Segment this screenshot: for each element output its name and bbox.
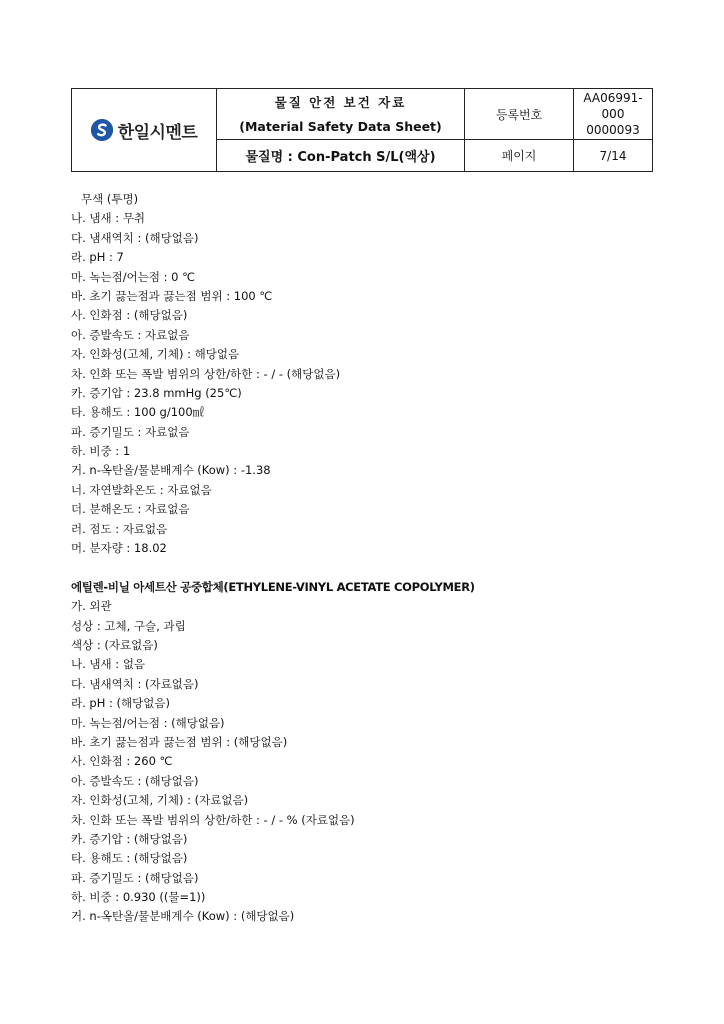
property-line: 하. 비중 : 1 xyxy=(71,444,131,459)
property-line: 카. 증기압 : (해당없음) xyxy=(71,831,188,846)
property-line: 색상 : (자료없음) xyxy=(71,637,158,652)
property-line: 사. 인화점 : 260 ℃ xyxy=(71,754,173,769)
property-line: 타. 용해도 : (해당없음) xyxy=(71,851,188,866)
document-title-english: (Material Safety Data Sheet) xyxy=(239,119,442,134)
property-line: 머. 분자량 : 18.02 xyxy=(71,541,167,556)
page-number: 7/14 xyxy=(599,148,627,163)
document-title-cell xyxy=(217,89,465,140)
property-line: 카. 증기압 : 23.8 mmHg (25℃) xyxy=(71,385,242,400)
property-line: 가. 외관 xyxy=(71,599,112,614)
property-line: 바. 초기 끓는점과 끓는점 범위 : (해당없음) xyxy=(71,734,288,749)
property-line: 바. 초기 끓는점과 끓는점 범위 : 100 ℃ xyxy=(71,288,273,303)
registration-number-label: 등록번호 xyxy=(465,89,574,140)
property-line: 파. 증기밀도 : 자료없음 xyxy=(71,424,190,439)
property-line: 사. 인화점 : (해당없음) xyxy=(71,308,188,323)
msds-header-table xyxy=(71,88,653,172)
property-line: 무색 (투명) xyxy=(81,192,139,206)
section-spacer xyxy=(71,558,691,577)
page-label: 페이지 xyxy=(465,140,574,171)
property-line: 차. 인화 또는 폭발 범위의 상한/하한 : - / - % (자료없음) xyxy=(71,812,355,827)
property-line: 타. 용해도 : 100 g/100㎖ xyxy=(71,405,205,420)
properties-list-1 xyxy=(71,190,691,558)
property-line: 파. 증기밀도 : (해당없음) xyxy=(71,870,199,885)
property-line: 라. pH : 7 xyxy=(71,250,124,265)
document-title-korean: 물질 안전 보건 자료 xyxy=(274,95,407,110)
property-line: 나. 냄새 : 없음 xyxy=(71,657,146,672)
property-line: 거. n-옥탄올/물분배계수 (Kow) : -1.38 xyxy=(71,463,271,478)
property-line: 다. 냄새역치 : (해당없음) xyxy=(71,230,199,245)
property-line: 아. 증발속도 : 자료없음 xyxy=(71,327,190,342)
properties-content xyxy=(71,190,691,927)
property-line: 아. 증발속도 : (해당없음) xyxy=(71,773,199,788)
material-name: 물질명 : Con-Patch S/L(액상) xyxy=(217,140,465,171)
properties-list-2 xyxy=(71,597,691,927)
company-logo-cell xyxy=(72,89,217,171)
property-line: 마. 녹는점/어는점 : 0 ℃ xyxy=(71,269,196,284)
registration-number-line-1: AA06991-000 xyxy=(583,91,643,121)
property-line: 러. 점도 : 자료없음 xyxy=(71,521,168,536)
company-logo xyxy=(91,118,198,143)
registration-number-value xyxy=(574,89,652,140)
property-line: 자. 인화성(고체, 기체) : 해당없음 xyxy=(71,347,240,362)
property-line: 나. 냄새 : 무취 xyxy=(71,211,146,226)
property-line: 더. 분해온도 : 자료없음 xyxy=(71,502,190,517)
property-line: 라. pH : (해당없음) xyxy=(71,696,170,711)
company-logo-text: 한일시멘트 xyxy=(117,122,198,143)
property-line: 자. 인화성(고체, 기체) : (자료없음) xyxy=(71,793,249,808)
property-line: 너. 자연발화온도 : 자료없음 xyxy=(71,482,212,497)
section-heading: 에틸렌-비닐 아세트산 공중합체(ETHYLENE-VINYL ACETATE COPOLYMER) xyxy=(71,579,475,594)
property-line: 하. 비중 : 0.930 ((물=1)) xyxy=(71,890,206,905)
property-line: 다. 냄새역치 : (자료없음) xyxy=(71,676,199,691)
registration-number-line-2: 0000093 xyxy=(586,123,640,137)
company-s-logo-icon xyxy=(91,119,113,141)
property-line: 거. n-옥탄올/물분배계수 (Kow) : (해당없음) xyxy=(71,909,295,924)
property-line: 마. 녹는점/어는점 : (해당없음) xyxy=(71,715,225,730)
property-line: 차. 인화 또는 폭발 범위의 상한/하한 : - / - (해당없음) xyxy=(71,366,341,381)
property-line: 성상 : 고체, 구슬, 과립 xyxy=(71,618,186,633)
